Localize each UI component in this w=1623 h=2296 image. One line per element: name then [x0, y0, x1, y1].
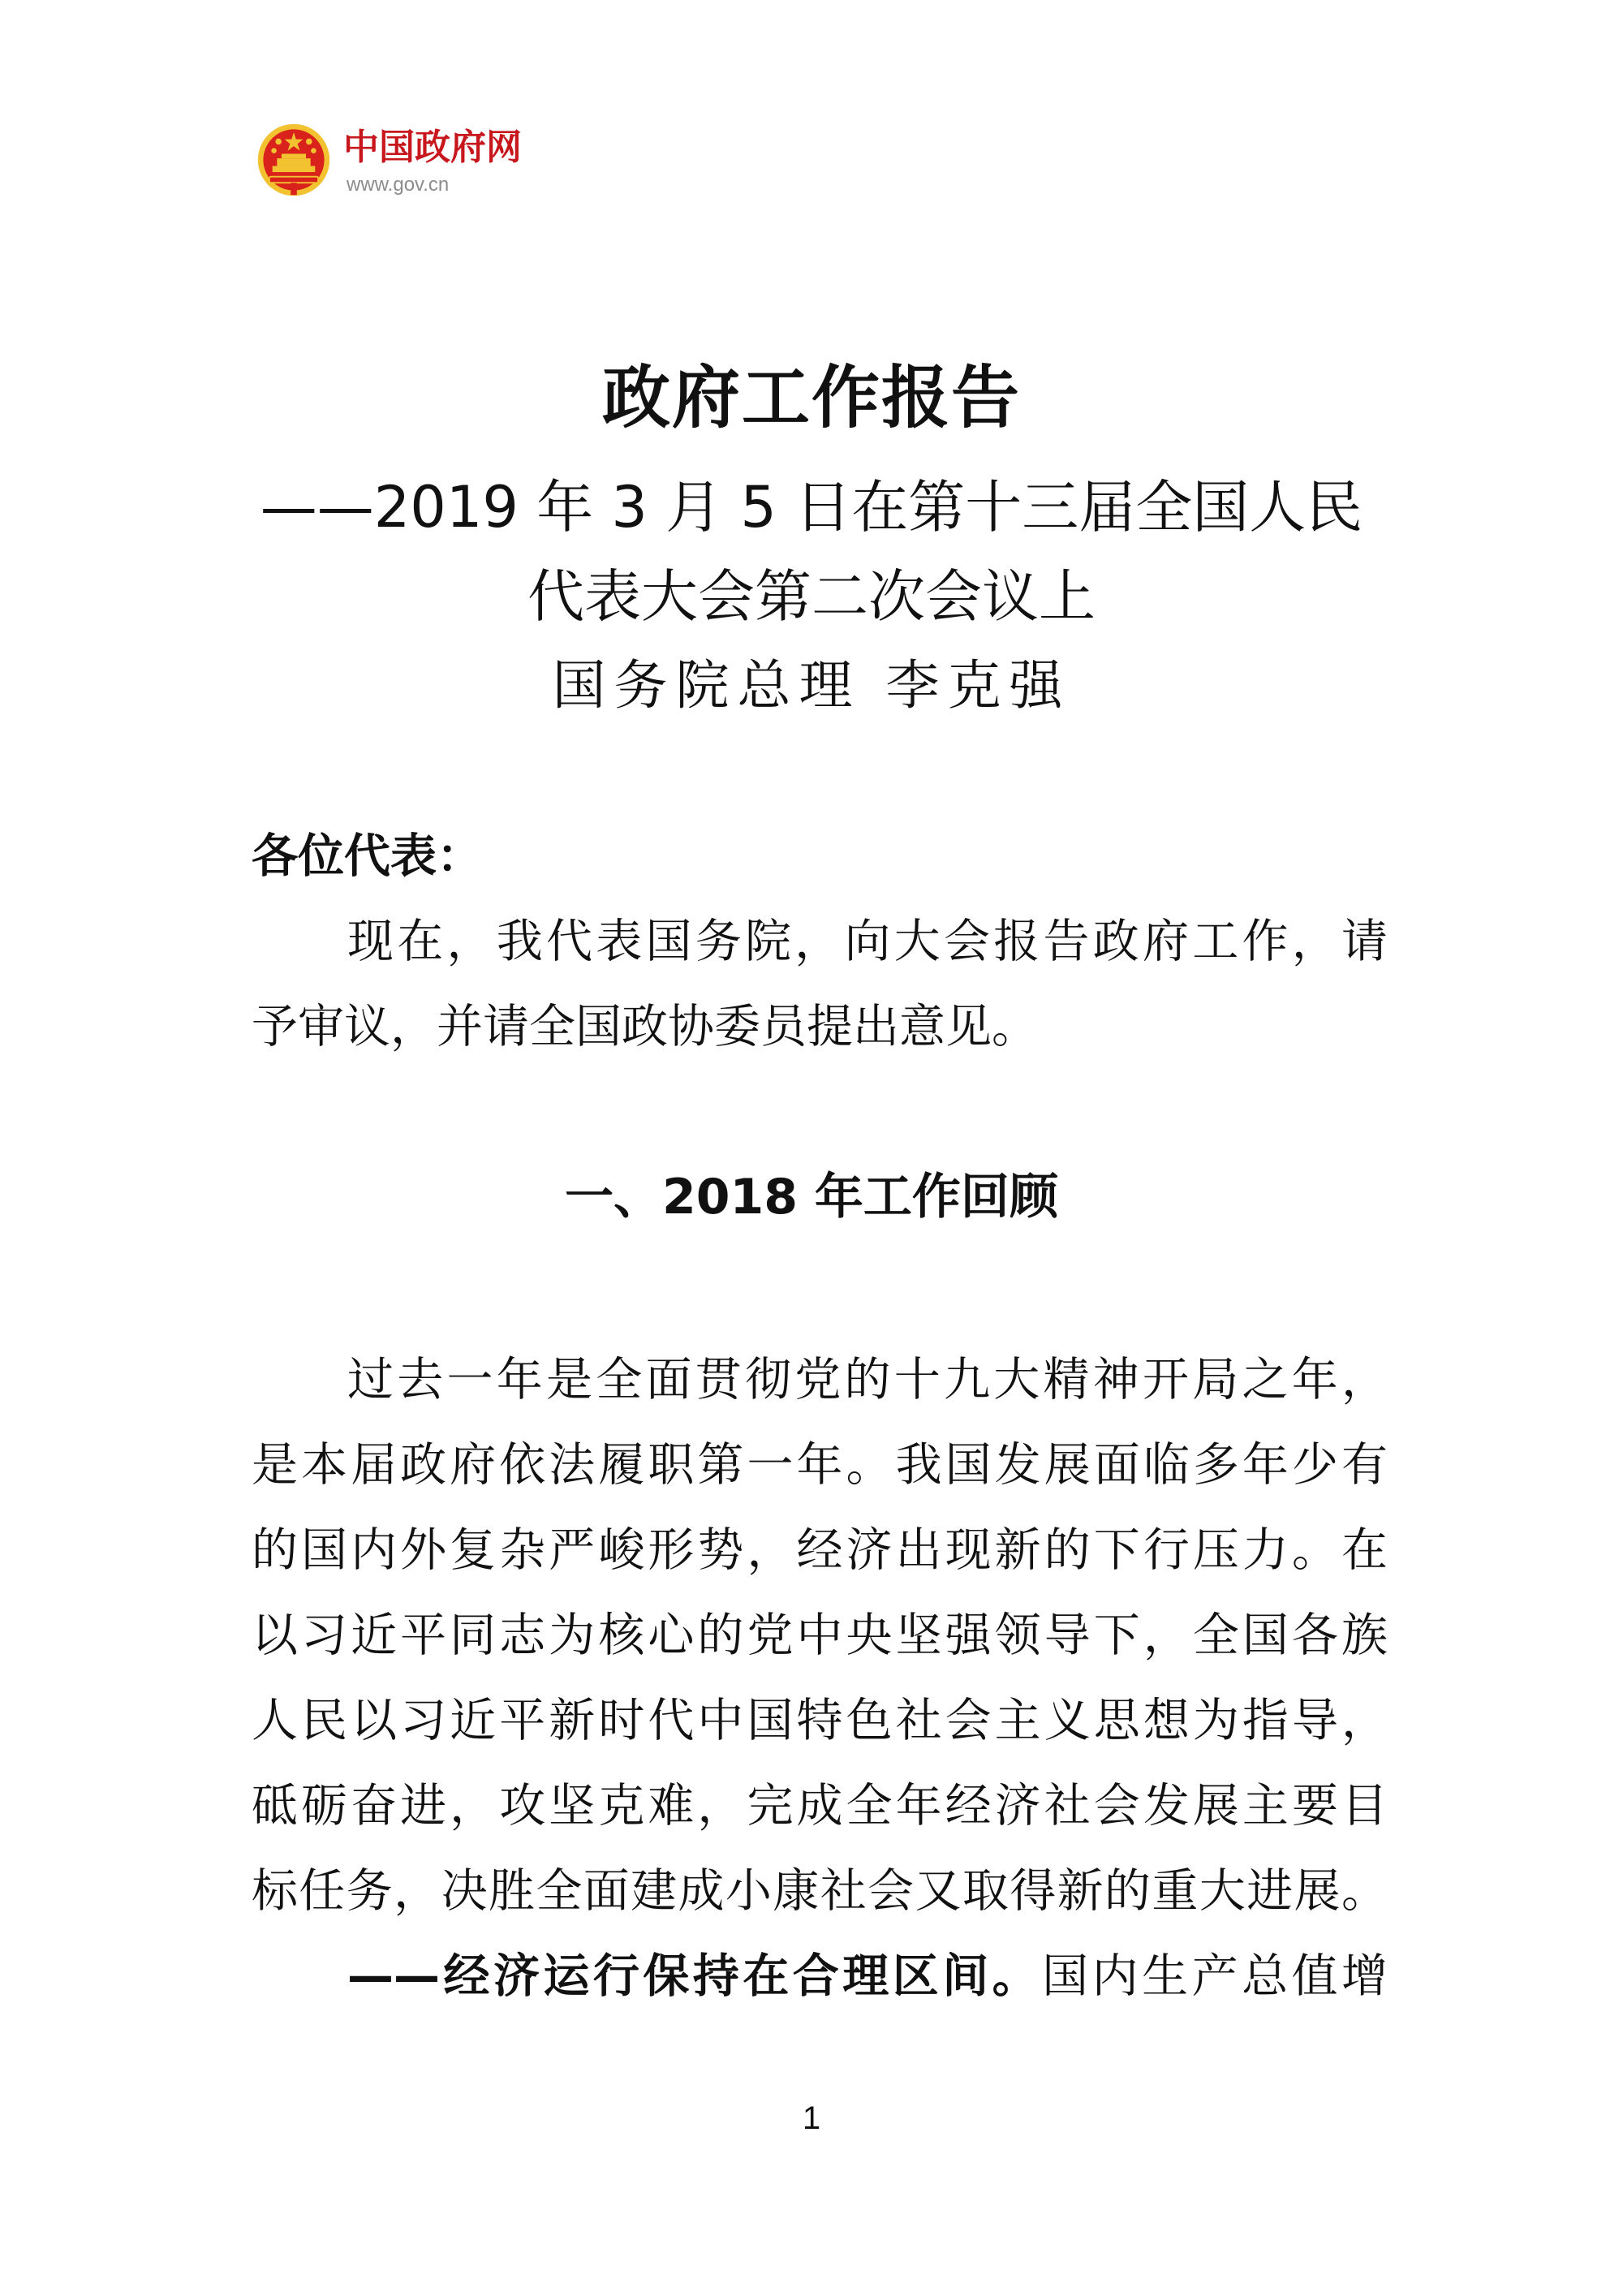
document-title: 政府工作报告 — [601, 358, 1021, 437]
paragraph-line: 人民以习近平新时代中国特色社会主义思想为指导， — [252, 1694, 1388, 1747]
paragraph-line: 砥砺奋进，攻坚克难，完成全年经济社会发展主要目 — [252, 1779, 1388, 1833]
bold-lead-text: ——经济运行保持在合理区间。 — [347, 1949, 1043, 2003]
paragraph-line: 的国内外复杂严峻形势，经济出现新的下行压力。在 — [252, 1523, 1388, 1577]
section-heading: 一、2018 年工作回顾 — [565, 1169, 1058, 1226]
paragraph-line: 以习近平同志为核心的党中央坚强领导下，全国各族 — [252, 1609, 1388, 1662]
author-line: 国务院总理 李克强 — [552, 654, 1071, 717]
national-emblem-icon — [256, 122, 332, 198]
paragraph-line — [347, 1944, 1388, 2009]
subtitle-line-1: ——2019 年 3 月 5 日在第十三届全国人民 — [260, 474, 1363, 541]
intro-line: 现在，我代表国务院，向大会报告政府工作，请 — [347, 915, 1388, 968]
paragraph-continuation: 国内生产总值增 — [1042, 1949, 1388, 2003]
intro-line: 予审议，并请全国政协委员提出意见。 — [252, 1000, 1038, 1053]
paragraph-line: 标任务，决胜全面建成小康社会又取得新的重大进展。 — [252, 1864, 1388, 1918]
subtitle-line-2: 代表大会第二次会议上 — [527, 563, 1096, 630]
paragraph-line: 过去一年是全面贯彻党的十九大精神开局之年， — [347, 1353, 1388, 1406]
site-url[interactable]: www.gov.cn — [347, 174, 450, 196]
page-number: 1 — [802, 2100, 821, 2136]
paragraph-line: 是本届政府依法履职第一年。我国发展面临多年少有 — [252, 1438, 1388, 1492]
gov-logo[interactable] — [256, 122, 564, 211]
greeting: 各位代表： — [252, 829, 483, 883]
site-name: 中国政府网 — [343, 127, 522, 168]
